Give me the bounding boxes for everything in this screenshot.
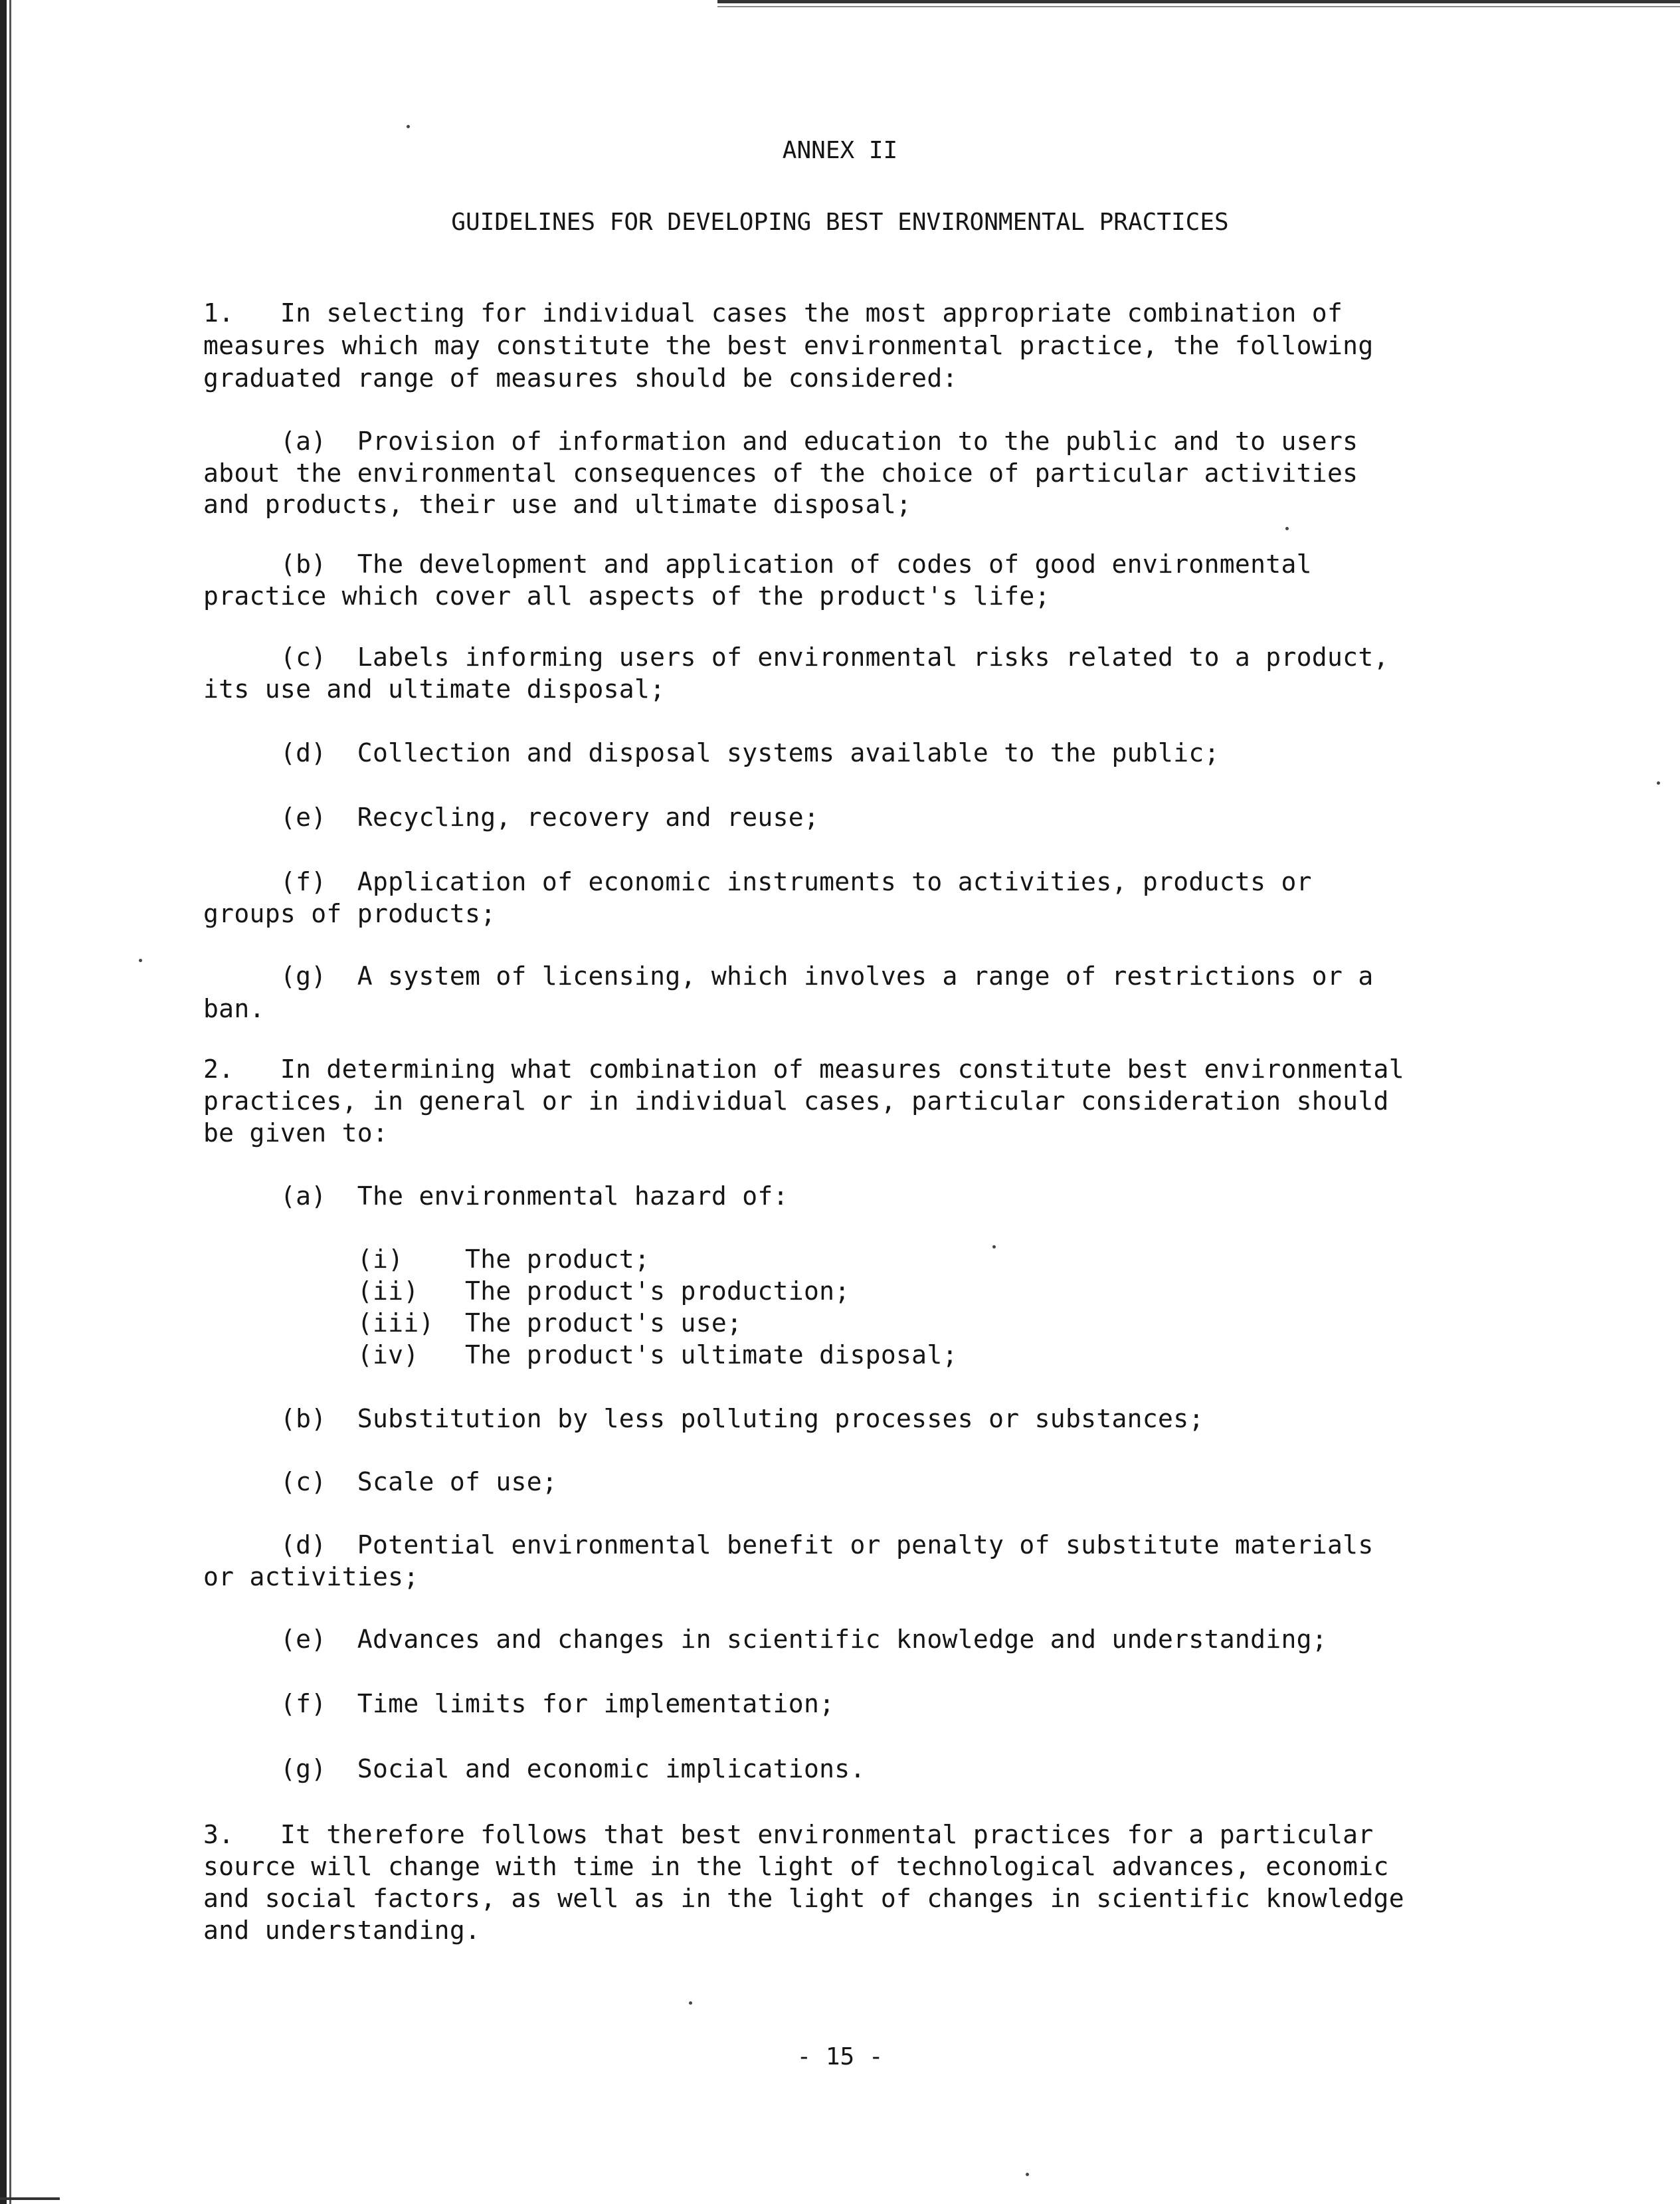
para3-line-1: 3. It therefore follows that best environmental practices for a particular [203, 1820, 1374, 1849]
para3-line-2: source will change with time in the light of technological advances, economic [203, 1852, 1389, 1881]
item2-f-line-1: (f) Time limits for implementation; [203, 1689, 835, 1718]
item1-f-line-2: groups of products; [203, 899, 496, 928]
scan-speck [1026, 2173, 1029, 2176]
item2-a-line-1: (a) The environmental hazard of: [203, 1181, 789, 1211]
item1-a-line-1: (a) Provision of information and education to the public and to users [203, 427, 1358, 456]
document-heading: GUIDELINES FOR DEVELOPING BEST ENVIRONMENTAL PRACTICES [451, 209, 1229, 236]
para3-line-3: and social factors, as well as in the light of changes in scientific knowledge [203, 1884, 1404, 1913]
para1-line-2: measures which may constitute the best environmental practice, the following [203, 331, 1374, 360]
item1-d-line-1: (d) Collection and disposal systems available to the public; [203, 738, 1220, 767]
item1-b-line-1: (b) The development and application of codes of good environmental [203, 550, 1312, 579]
item2-d-line-2: or activities; [203, 1562, 419, 1591]
para1-line-3: graduated range of measures should be considered: [203, 363, 958, 393]
para2-line-3: be given to: [203, 1118, 389, 1148]
scan-speck [992, 1245, 996, 1249]
item1-f-line-1: (f) Application of economic instruments to activities, products or [203, 867, 1312, 896]
item1-e-line-1: (e) Recycling, recovery and reuse; [203, 803, 820, 832]
page-number: - 15 - [796, 2043, 884, 2070]
item2-e-line-1: (e) Advances and changes in scientific knowledge and understanding; [203, 1625, 1327, 1654]
scan-speck [689, 2001, 692, 2005]
item1-b-line-2: practice which cover all aspects of the product's life; [203, 581, 1050, 611]
para2-line-2: practices, in general or in individual cases, particular consideration should [203, 1086, 1389, 1116]
scan-speck [139, 959, 142, 962]
para3-line-4: and understanding. [203, 1916, 481, 1945]
scan-speck [1657, 781, 1660, 785]
sub-item-iii: (iii) The product's use; [203, 1308, 743, 1338]
item1-a-line-2: about the environmental consequences of the choice of particular activities [203, 458, 1358, 488]
para1-line-1: 1. In selecting for individual cases the most appropriate combination of [203, 298, 1343, 328]
sub-item-ii: (ii) The product's production; [203, 1276, 850, 1306]
item2-d-line-1: (d) Potential environmental benefit or penalty of substitute materials [203, 1530, 1374, 1559]
item2-c-line-1: (c) Scale of use; [203, 1467, 558, 1496]
scan-speck [407, 125, 410, 128]
item1-g-line-1: (g) A system of licensing, which involves a range of restrictions or a [203, 961, 1374, 991]
annex-title: ANNEX II [782, 137, 898, 164]
item2-g-line-1: (g) Social and economic implications. [203, 1754, 866, 1783]
item1-a-line-3: and products, their use and ultimate disposal; [203, 490, 912, 519]
item1-g-line-2: ban. [203, 994, 265, 1023]
item2-b-line-1: (b) Substitution by less polluting processes or substances; [203, 1404, 1204, 1433]
para2-line-1: 2. In determining what combination of measures constitute best environmental [203, 1054, 1404, 1084]
sub-item-iv: (iv) The product's ultimate disposal; [203, 1340, 958, 1369]
item1-c-line-2: its use and ultimate disposal; [203, 674, 666, 704]
sub-item-i: (i) The product; [203, 1245, 650, 1274]
item1-c-line-1: (c) Labels informing users of environmental risks related to a product, [203, 643, 1389, 672]
scan-speck [1285, 527, 1289, 530]
